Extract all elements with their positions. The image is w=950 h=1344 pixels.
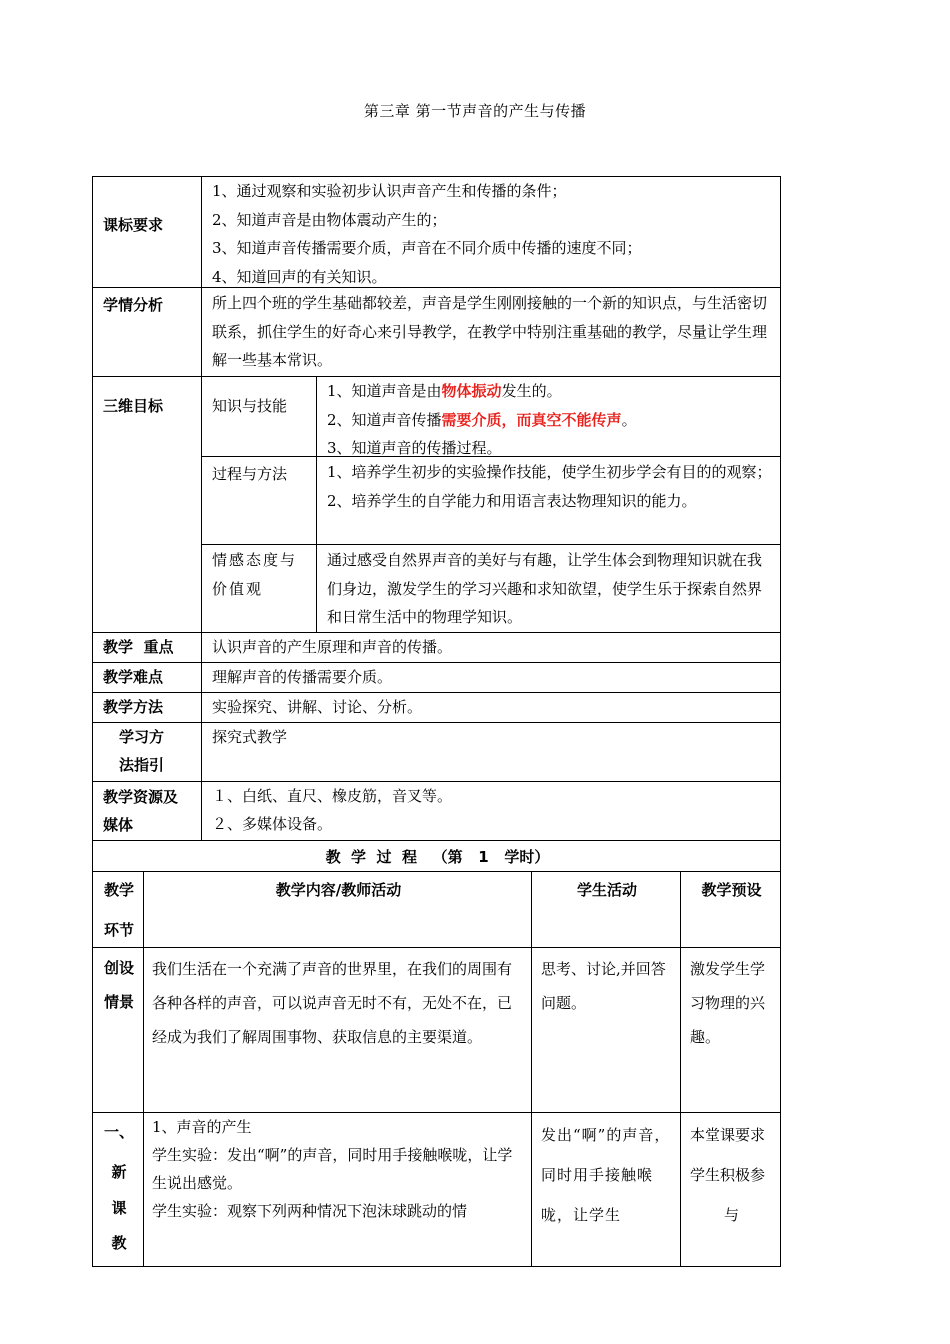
process-content-cell [316, 456, 781, 545]
row2-content-line: 1、声音的产生 [152, 1118, 252, 1136]
emotion-content-cell [316, 544, 781, 633]
process-header: 教 学 过 程 （第 1 学时） [325, 848, 550, 866]
row1-stage-line: 情景 [103, 993, 134, 1011]
col-content-header [143, 871, 532, 948]
row2-content-line: 学生实验：发出“啊”的声音，同时用手接触喉咙，让学生说出感觉。 [152, 1146, 513, 1192]
nandian-text: 理解声音的传播需要介质。 [212, 668, 393, 686]
knowledge-item-1: 1、知道声音是由物体振动发生的。 [327, 382, 562, 400]
row1-content: 我们生活在一个充满了声音的世界里，在我们的周围有各种各样的声音，可以说声音无时不有，无处不在，已经成为我们了解周围事物、获取信息的主要渠道。 [152, 960, 513, 1046]
row2-content-cell [143, 1112, 532, 1267]
kebiao-items [212, 177, 772, 288]
zhongdian-content-cell [201, 632, 781, 663]
row1-stage-cell [92, 947, 144, 1113]
xuexi-label-cell [92, 722, 202, 782]
knowledge-label-cell [201, 376, 317, 457]
col-student-label: 学生活动 [576, 881, 637, 899]
ziyuan-label-line2: 媒体 [103, 816, 134, 834]
kebiao-item: 1、通过观察和实验初步认识声音产生和传播的条件； [212, 182, 567, 200]
col-preset-label: 教学预设 [701, 881, 762, 899]
row2-content [152, 1113, 524, 1225]
nandian-label-cell [92, 662, 202, 693]
ziyuan-item: １、白纸、直尺、橡皮筋，音叉等。 [212, 787, 453, 805]
row1-student: 思考、讨论,并回答问题。 [541, 960, 666, 1012]
knowledge-items [327, 377, 772, 457]
fangfa-label-cell [92, 692, 202, 723]
zhongdian-text: 认识声音的产生原理和声音的传播。 [212, 638, 453, 656]
xuexi-label-line1: 学习方 [119, 728, 165, 746]
row2-preset-line1: 本堂课要求学生积极参 [690, 1126, 766, 1184]
process-header-cell [92, 840, 781, 872]
row2-stage-line: 教 [111, 1234, 127, 1252]
ziyuan-label-cell [92, 781, 202, 841]
row1-preset-cell [680, 947, 781, 1113]
kebiao-item: 2、知道声音是由物体震动产生的； [212, 210, 447, 229]
xueqing-content-cell [201, 287, 781, 377]
xueqing-label-cell [92, 287, 202, 377]
fangfa-label: 教学方法 [103, 698, 164, 716]
row2-preset-line2: 与 [723, 1206, 739, 1224]
kebiao-label: 课标要求 [103, 216, 164, 234]
kebiao-label-cell [92, 176, 202, 288]
col-content-label: 教学内容/教师活动 [275, 881, 402, 899]
knowledge-content-cell [316, 376, 781, 457]
page-title: 第三章 第一节声音的产生与传播 [363, 102, 587, 120]
emotion-text: 通过感受自然界声音的美好与有趣，让学生体会到物理知识就在我们身边，激发学生的学习兴趣和求知欲望，使学生乐于探索自然界和日常生活中的物理学知识。 [327, 551, 763, 626]
process-label: 过程与方法 [212, 465, 288, 483]
row1-student-cell [531, 947, 681, 1113]
zhongdian-label-cell [92, 632, 202, 663]
process-label-cell [201, 456, 317, 545]
row2-content-line: 学生实验：观察下列两种情况下泡沫球跳动的情 [152, 1202, 468, 1220]
xueqing-label: 学情分析 [103, 296, 164, 314]
row1-preset: 激发学生学习物理的兴趣。 [690, 960, 766, 1046]
ziyuan-label-line1: 教学资源及 [103, 788, 179, 806]
row2-preset-cell [680, 1112, 781, 1267]
fangfa-text: 实验探究、讲解、讨论、分析。 [212, 698, 423, 716]
nandian-content-cell [201, 662, 781, 693]
xuexi-content-cell [201, 722, 781, 782]
row2-stage-cell [92, 1112, 144, 1267]
col-stage-header [92, 871, 144, 948]
col-preset-header [680, 871, 781, 948]
fangfa-content-cell [201, 692, 781, 723]
emotion-label: 情感态度与价值观 [212, 551, 298, 598]
knowledge-label: 知识与技能 [212, 397, 288, 415]
process-items [327, 458, 772, 515]
emotion-label-cell [201, 544, 317, 633]
ziyuan-item: ２、多媒体设备。 [212, 815, 333, 833]
nandian-label: 教学难点 [103, 668, 164, 686]
row2-student: 发出“啊”的声音，同时用手接触喉咙，让学生 [541, 1126, 671, 1224]
row1-content-cell [143, 947, 532, 1113]
knowledge-item-3: 3、知道声音的传播过程。 [327, 439, 502, 457]
row2-stage-line: 新 [111, 1163, 127, 1181]
zhongdian-label: 教学 重点 [103, 638, 174, 656]
ziyuan-content-cell [201, 781, 781, 841]
col-stage-line2: 环节 [103, 921, 134, 939]
kebiao-item: 4、知道回声的有关知识。 [212, 267, 387, 286]
row1-stage-line: 创设 [103, 959, 134, 977]
xueqing-text: 所上四个班的学生基础都较差，声音是学生刚刚接触的一个新的知识点，与生活密切联系，抓住学生的好奇心来引导教学，在教学中特别注重基础的教学，尽量让学生理解一些基本常识。 [212, 294, 768, 369]
sanwei-label-cell [92, 376, 202, 633]
sanwei-label: 三维目标 [103, 397, 164, 415]
row2-stage-line: 一、 [103, 1123, 134, 1141]
row2-student-cell [531, 1112, 681, 1267]
process-item: 2、培养学生的自学能力和用语言表达物理知识的能力。 [327, 491, 697, 510]
knowledge-item-2: 2、知道声音传播需要介质，而真空不能传声。 [327, 410, 637, 429]
col-student-header [531, 871, 681, 948]
xuexi-label-line2: 法指引 [119, 756, 165, 774]
kebiao-content-cell [201, 176, 781, 288]
col-stage-line1: 教学 [103, 881, 134, 899]
kebiao-item: 3、知道声音传播需要介质，声音在不同介质中传播的速度不同； [212, 239, 642, 257]
process-item: 1、培养学生初步的实验操作技能，使学生初步学会有目的的观察； [327, 463, 772, 481]
row2-stage-line: 课 [111, 1199, 127, 1217]
xuexi-text: 探究式教学 [212, 728, 288, 746]
